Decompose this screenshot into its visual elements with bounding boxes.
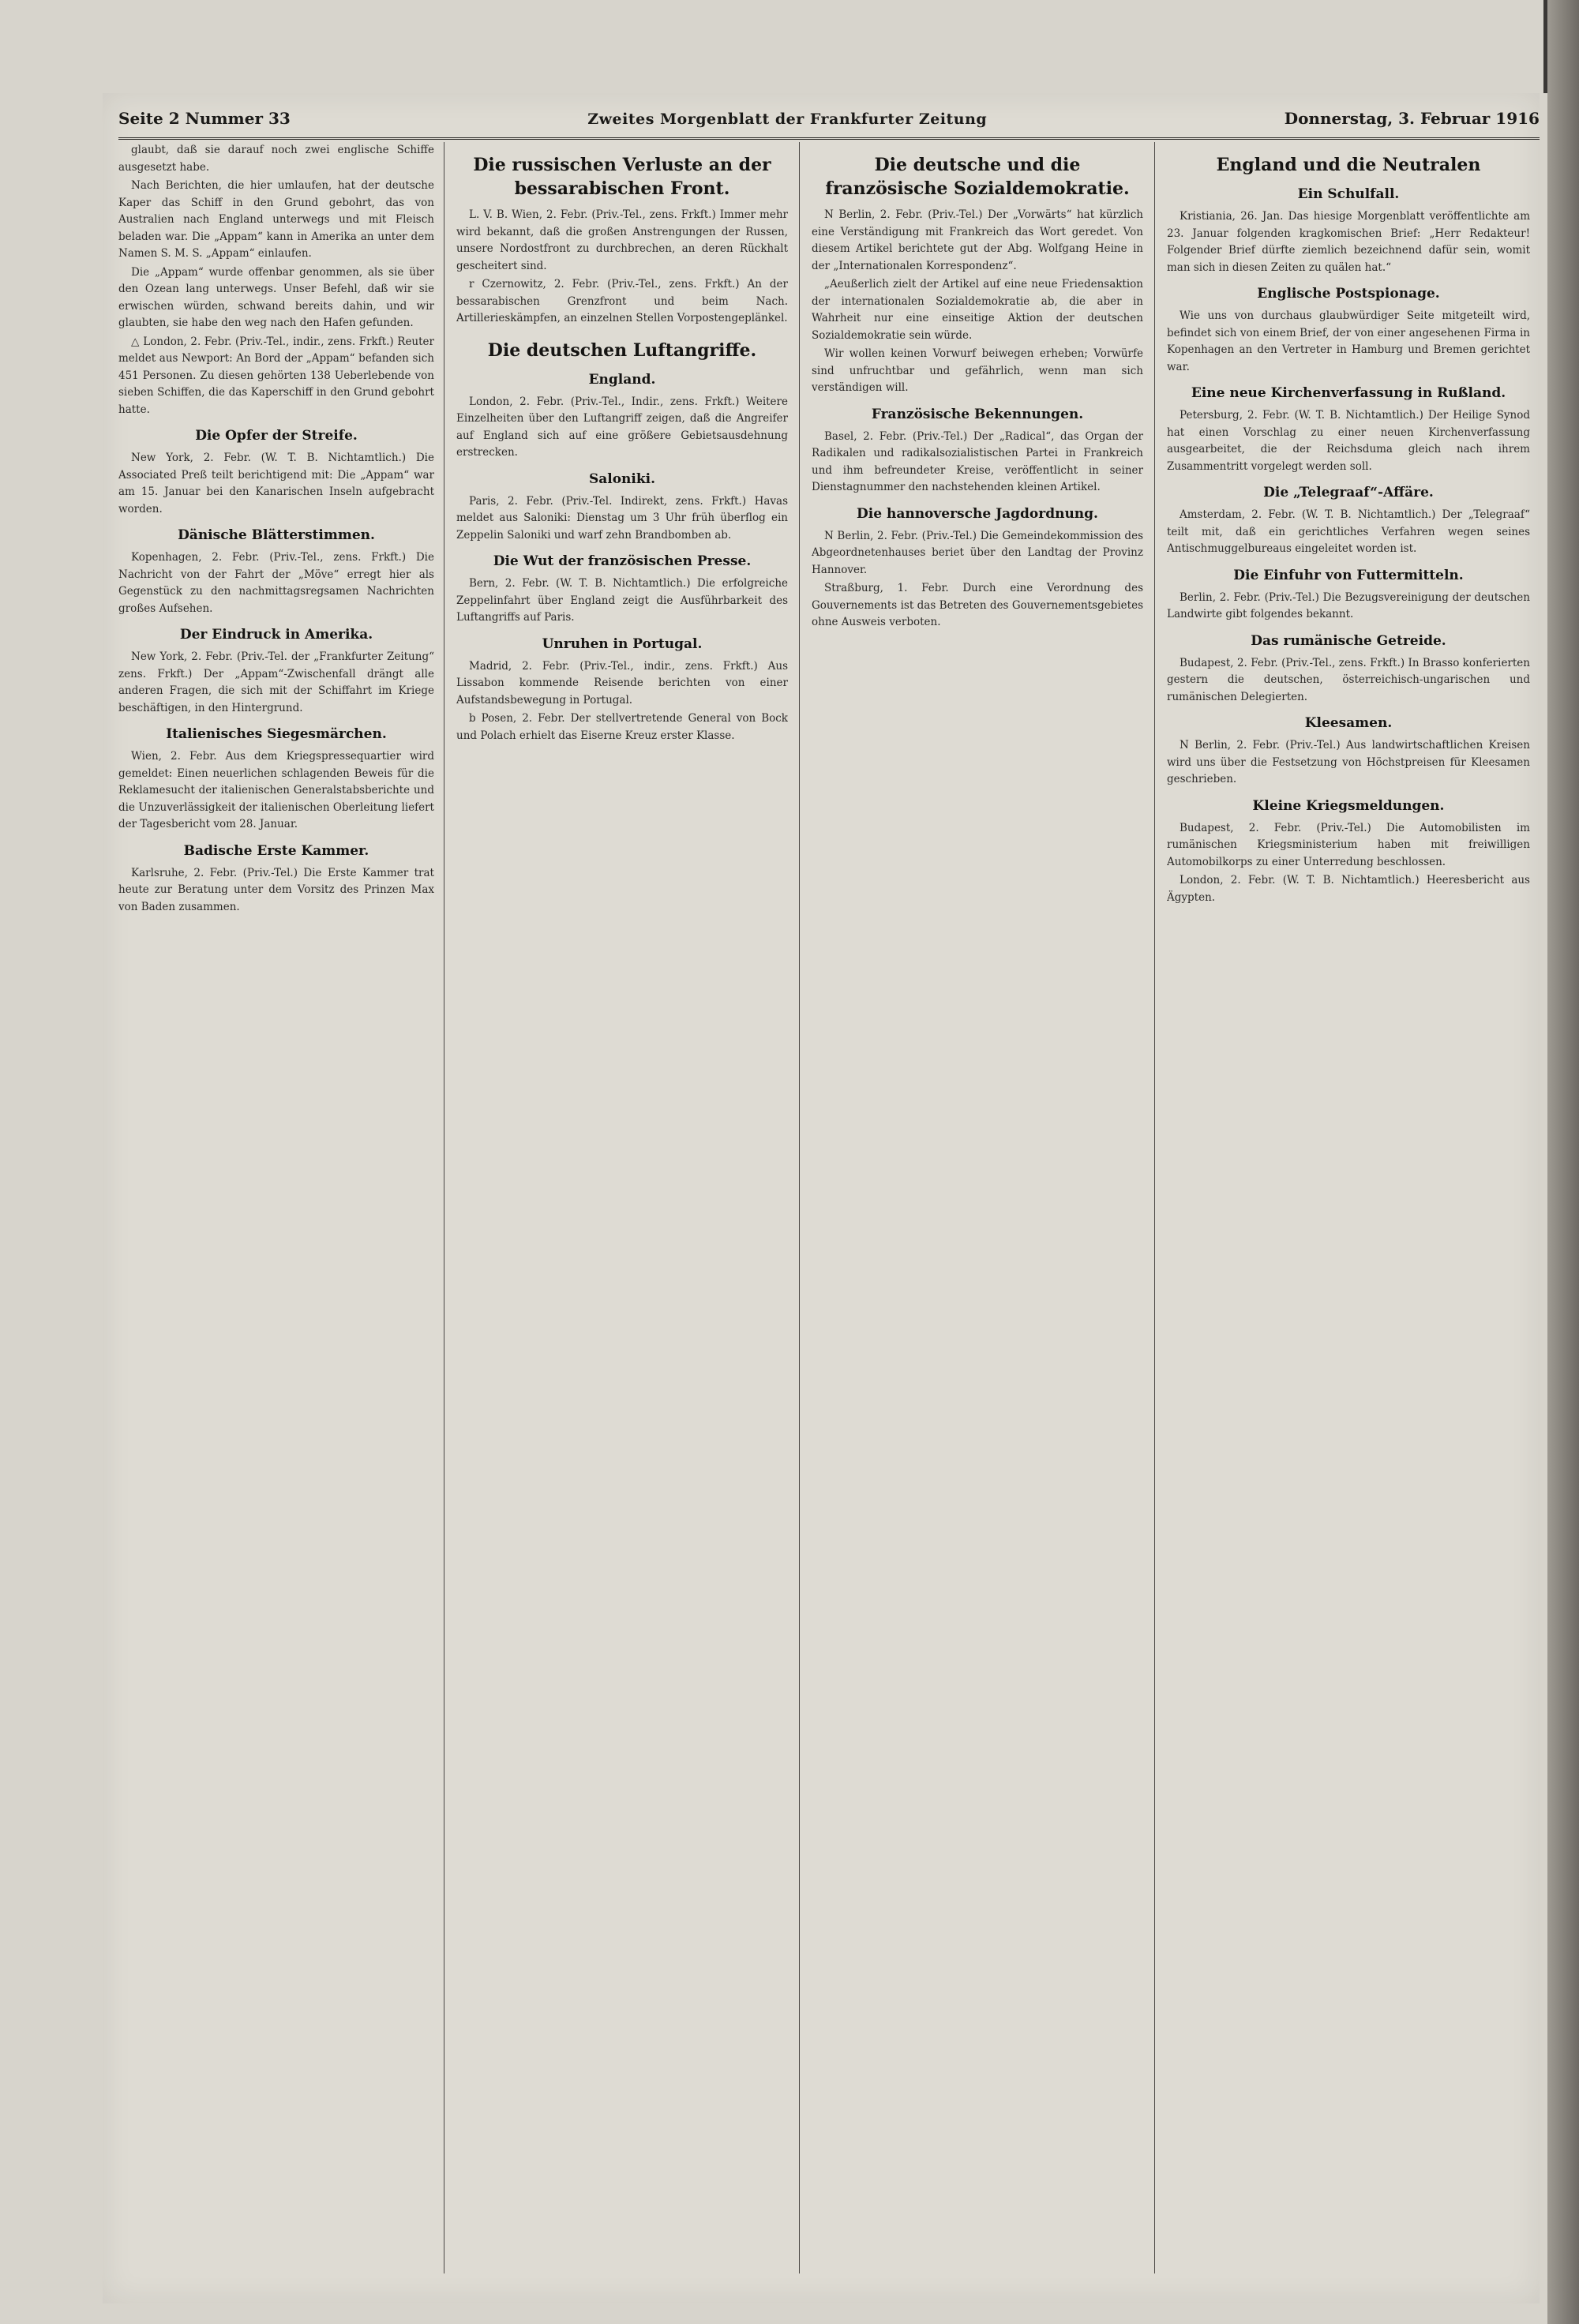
- subheadline: England.: [588, 371, 656, 388]
- subheadline: Dänische Blätterstimmen.: [178, 527, 375, 543]
- article-paragraph: London, 2. Febr. (W. T. B. Nichtamtlich.) Heeresbericht aus Ägypten.: [1167, 874, 1530, 904]
- article-paragraph: Berlin, 2. Febr. (Priv.-Tel.) Die Bezugsvereinigung der deutschen Landwirte gibt folgendes bekannt.: [1167, 590, 1530, 620]
- article-paragraph: r Czernowitz, 2. Febr. (Priv.-Tel., zens. Frkft.) An der bessarabischen Grenzfront und beim Nach. Artillerieskämpfen, an einzelnen Stellen Vorpostengeplänkel.: [456, 278, 788, 324]
- column-rule: [799, 142, 800, 2273]
- subheadline: Die „Telegraaf“-Affäre.: [1263, 485, 1434, 500]
- subheadline: Saloniki.: [588, 470, 656, 487]
- article-paragraph: glaubt, daß sie darauf noch zwei englische Schiffe ausgesetzt habe.: [118, 144, 434, 174]
- article-paragraph: New York, 2. Febr. (W. T. B. Nichtamtlich.) Die Associated Preß teilt berichtigend mit: Die „Appam“ war am 15. Januar bei den Kanarischen Inseln aufgebracht worden.: [118, 452, 434, 515]
- subheadline: Ein Schulfall.: [1297, 186, 1400, 202]
- subheadline: Unruhen in Portugal.: [542, 635, 703, 652]
- article-paragraph: Basel, 2. Febr. (Priv.-Tel.) Der „Radical“, das Organ der Radikalen und radikalsozialistischen Partei in Frankreich und ihm befreundeter Kreise, veröffentlicht in seiner Dienstagnummer den nachstehenden kleinen Artikel.: [812, 429, 1143, 493]
- subheadline: Die Opfer der Streife.: [195, 428, 358, 444]
- article-paragraph: N Berlin, 2. Febr. (Priv.-Tel.) Der „Vorwärts“ hat kürzlich eine Verständigung mit Frankreich das Wort geredet. Von diesem Artikel berichtete gut der Abg. Wolfgang Heine in der „Internationalen Korrespondenz“.: [812, 208, 1143, 272]
- header-masthead: Zweites Morgenblatt der Frankfurter Zeitung: [587, 111, 988, 128]
- article-paragraph: Kopenhagen, 2. Febr. (Priv.-Tel., zens. Frkft.) Die Nachricht von der Fahrt der „Möve“ erregt hier als Gegenstück zu den nachmittagsregsamen Nachrichten großes Aufsehen.: [118, 551, 434, 615]
- article-paragraph: Wien, 2. Febr. Aus dem Kriegspressequartier wird gemeldet: Einen neuerlichen schlagenden Beweis für die Reklamesucht der italienischen Generalstabsberichte und die Unzuverlässigkeit der italienischen Oberleitung liefert der Tagesbericht vom 28. Januar.: [118, 750, 434, 830]
- article-paragraph: N Berlin, 2. Febr. (Priv.-Tel.) Aus landwirtschaftlichen Kreisen wird uns über die Festsetzung von Höchstpreisen für Kleesamen geschrieben.: [1167, 739, 1530, 785]
- subheadline: Französische Bekennungen.: [871, 406, 1084, 422]
- article-paragraph: N Berlin, 2. Febr. (Priv.-Tel.) Die Gemeindekommission des Abgeordnetenhauses beriet über den Landtag der Provinz Hannover.: [812, 529, 1143, 576]
- article-paragraph: b Posen, 2. Febr. Der stellvertretende General von Bock und Polach erhielt das Eiserne Kreuz erster Klasse.: [456, 712, 788, 742]
- article-paragraph: Wie uns von durchaus glaubwürdiger Seite mitgeteilt wird, befindet sich von einem Brief, der von einer angesehenen Firma in Kopenhagen an den Vertreter in Hamburg und Bremen gerichtet war.: [1167, 309, 1530, 373]
- page-header: [118, 109, 1540, 140]
- article-paragraph: Karlsruhe, 2. Febr. (Priv.-Tel.) Die Erste Kammer trat heute zur Beratung unter dem Vorsitz des Prinzen Max von Baden zusammen.: [118, 866, 434, 913]
- article-paragraph: Budapest, 2. Febr. (Priv.-Tel., zens. Frkft.) In Brasso konferierten gestern die deutschen, österreichisch-ungarischen und rumänischen Delegierten.: [1167, 656, 1530, 703]
- headline: Die deutschen Luftangriffe.: [487, 339, 757, 361]
- article-paragraph: Madrid, 2. Febr. (Priv.-Tel., indir., zens. Frkft.) Aus Lissabon kommende Reisende berichten von einer Aufstandsbewegung in Portugal.: [456, 659, 788, 707]
- article-paragraph: Budapest, 2. Febr. (Priv.-Tel.) Die Automobilisten im rumänischen Kriegsministerium haben mit freiwilligen Automobilkorps zu einer Unterredung beschlossen.: [1167, 821, 1530, 868]
- article-column-2: [456, 142, 788, 2273]
- article-paragraph: Paris, 2. Febr. (Priv.-Tel. Indirekt, zens. Frkft.) Havas meldet aus Saloniki: Dienstag um 3 Uhr früh überflog ein Zeppelin Saloniki und warf zehn Brandbomben ab.: [456, 494, 788, 542]
- column-rule: [1154, 142, 1155, 2273]
- article-paragraph: London, 2. Febr. (Priv.-Tel., Indir., zens. Frkft.) Weitere Einzelheiten über den Luftangriff zeigen, daß die Angreifer auf England sich auf eine größere Gebietsausdehnung erstrecken.: [456, 395, 788, 459]
- article-paragraph: Straßburg, 1. Febr. Durch eine Verordnung des Gouvernements ist das Betreten des Gouvernementsgebietes ohne Ausweis verboten.: [812, 582, 1143, 628]
- article-paragraph: New York, 2. Febr. (Priv.-Tel. der „Frankfurter Zeitung“ zens. Frkft.) Der „Appam“-Zwischenfall drängt alle anderen Fragen, die sich mit der Schiffahrt im Kriege beschäftigen, in den Hintergrund.: [118, 650, 434, 714]
- book-spine-edge: [1547, 0, 1579, 2324]
- subheadline: Die Einfuhr von Futtermitteln.: [1233, 567, 1464, 583]
- article-column-1: [118, 142, 434, 2273]
- article-paragraph: Die „Appam“ wurde offenbar genommen, als sie über den Ozean lang unterwegs. Unser Befehl, daß wir sie erwischen würden, schwand bereits dahin, und wir glaubten, sie habe den weg nach den Hafen gefunden.: [118, 265, 434, 329]
- header-page-number: Seite 2 Nummer 33: [118, 109, 291, 128]
- article-paragraph: L. V. B. Wien, 2. Febr. (Priv.-Tel., zens. Frkft.) Immer mehr wird bekannt, daß die großen Anstrengungen der Russen, unsere Nordostfront zu durchbrechen, an deren Rückhalt gescheitert sind.: [456, 208, 788, 272]
- article-paragraph: △ London, 2. Febr. (Priv.-Tel., indir., zens. Frkft.) Reuter meldet aus Newport: An Bord der „Appam“ befanden sich 451 Personen. Zu diesen gehörten 138 Ueberlebende von sieben Schiffen, die das Kaperschiff in den Grund gebohrt hatte.: [118, 335, 434, 416]
- article-paragraph: „Aeußerlich zielt der Artikel auf eine neue Friedensaktion der internationalen Sozialdemokratie ab, die aber in Wahrheit nur eine einseitige Aktion der deutschen Sozialdemokratie sein würde.: [812, 278, 1143, 342]
- header-date: Donnerstag, 3. Februar 1916: [1284, 109, 1540, 128]
- subheadline: Kleesamen.: [1304, 715, 1393, 731]
- subheadline: Der Eindruck in Amerika.: [179, 627, 373, 643]
- headline: Die russischen Verluste an der bessarabischen Front.: [473, 155, 771, 199]
- article-column-3: [812, 142, 1143, 2273]
- subheadline: Das rumänische Getreide.: [1251, 632, 1446, 649]
- article-paragraph: Kristiania, 26. Jan. Das hiesige Morgenblatt veröffentlichte am 23. Januar folgenden kragkomischen Brief: „Herr Redakteur! Folgender Brief dürfte ziemlich bezeichnend dafür sein, womit man sich in diesen Zeiten zu quälen hat.“: [1167, 210, 1530, 274]
- subheadline: Italienisches Siegesmärchen.: [166, 726, 387, 742]
- article-paragraph: Amsterdam, 2. Febr. (W. T. B. Nichtamtlich.) Der „Telegraaf“ teilt mit, daß ein gerichtliches Verfahren wegen seines Antischmuggelbureaus eingeleitet worden ist.: [1167, 508, 1530, 555]
- subheadline: Die hannoversche Jagdordnung.: [857, 505, 1098, 522]
- headline: Die deutsche und die französische Sozialdemokratie.: [825, 155, 1130, 199]
- subheadline: Badische Erste Kammer.: [183, 842, 369, 859]
- subheadline: Die Wut der französischen Presse.: [493, 553, 752, 569]
- article-column-4: [1167, 142, 1530, 2273]
- article-paragraph: Bern, 2. Febr. (W. T. B. Nichtamtlich.) Die erfolgreiche Zeppelinfahrt über England zeigt die Ausführbarkeit des Luftangriffs auf Paris.: [456, 577, 788, 624]
- subheadline: Englische Postspionage.: [1257, 286, 1440, 302]
- subheadline: Eine neue Kirchenverfassung in Rußland.: [1191, 385, 1506, 401]
- subheadline: Kleine Kriegsmeldungen.: [1252, 797, 1445, 814]
- headline: England und die Neutralen: [1216, 155, 1481, 175]
- article-paragraph: Wir wollen keinen Vorwurf beiwegen erheben; Vorwürfe sind unfruchtbar und gefährlich, wenn man sich verständigen will.: [812, 347, 1143, 394]
- article-paragraph: Petersburg, 2. Febr. (W. T. B. Nichtamtlich.) Der Heilige Synod hat einen Vorschlag zu einer neuen Kirchenverfassung ausgearbeitet, die der Reichsduma gleich nach ihrem Zusammentritt vorgelegt werden soll.: [1167, 409, 1530, 473]
- article-paragraph: Nach Berichten, die hier umlaufen, hat der deutsche Kaper das Schiff in den Grund gebohrt, das von Australien nach England unterwegs und mit Fleisch beladen war. Die „Appam“ kann in Amerika an unter dem Namen S. M. S. „Appam“ einlaufen.: [118, 179, 434, 260]
